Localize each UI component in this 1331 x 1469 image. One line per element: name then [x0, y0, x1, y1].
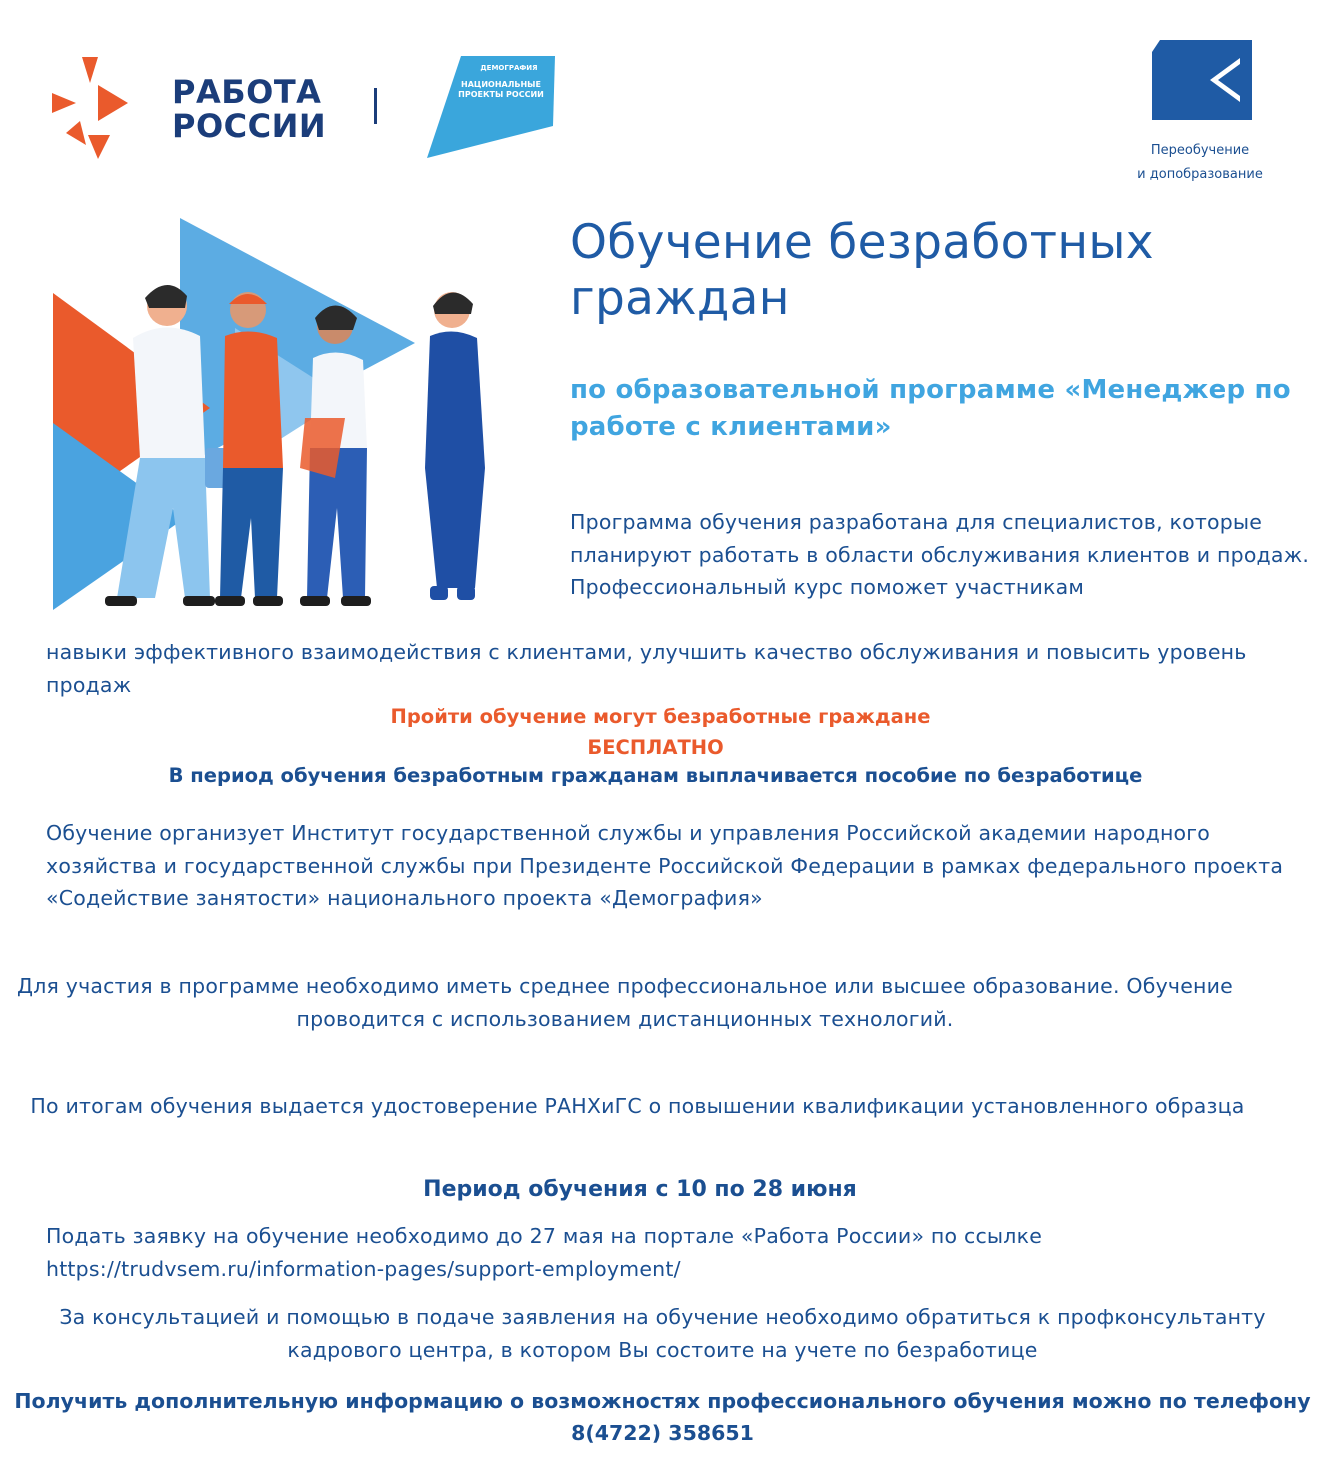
rabota-rossii-logo-icon — [50, 55, 130, 160]
intro-paragraph-part1: Программа обучения разработана для специалистов, которые планируют работать в области обслуживания клиентов и продаж. Профессиональный курс поможет участникам — [570, 510, 1310, 599]
program-subtitle: по образовательной программе «Менеджер по работе с клиентами» — [570, 375, 1291, 442]
certificate-paragraph: По итогам обучения выдается удостоверение РАНХиГС о повышении квалификации установленного образца — [30, 1094, 1245, 1118]
consultation-paragraph: За консультацией и помощью в подаче заявления на обучение необходимо обратиться к профконсультанту кадрового центра, в котором Вы состоите на учете по безработице — [59, 1305, 1266, 1362]
logo-divider — [374, 88, 377, 124]
intro-paragraph-part2: навыки эффективного взаимодействия с клиентами, улучшить качество обслуживания и повысить уровень продаж — [46, 640, 1247, 697]
organizer-paragraph: Обучение организует Институт государственной службы и управления Российской академии народного хозяйства и государственной службы при Президенте Российской Федерации в рамках федерального проекта «Содействие занятости» национального проекта «Демография» — [46, 821, 1284, 910]
national-projects-demography-label: ДЕМОГРАФИЯ — [480, 64, 538, 72]
application-paragraph: Подать заявку на обучение необходимо до 27 мая на портале «Работа России» по ссылке https://trudvsem.ru/information-pages/support-employment/ — [46, 1224, 1043, 1281]
retraining-caption-line1: Переобучение — [1150, 143, 1250, 158]
national-projects-label: НАЦИОНАЛЬНЫЕ ПРОЕКТЫ РОССИИ — [458, 80, 544, 99]
rabota-rossii-wordmark-line1: РАБОТА — [172, 73, 322, 111]
retraining-logo-icon — [1152, 40, 1252, 120]
benefit-notice: В период обучения безработным гражданам выплачивается пособие по безработице — [168, 764, 1143, 787]
free-training-notice: Пройти обучение могут безработные граждане — [390, 705, 931, 728]
requirements-paragraph: Для участия в программе необходимо иметь среднее профессиональное или высшее образование. Обучение проводится с использованием дистанционных технологий. — [17, 974, 1233, 1031]
page-title: Обучение безработных граждан — [570, 215, 1154, 326]
free-badge: БЕСПЛАТНО — [587, 736, 724, 759]
contact-info: Получить дополнительную информацию о возможностях профессионального обучения можно по телефону 8(4722) 358651 — [14, 1389, 1311, 1445]
training-period: Период обучения с 10 по 28 июня — [423, 1177, 857, 1202]
people-illustration — [45, 218, 515, 613]
rabota-rossii-wordmark-line2: РОССИИ — [172, 107, 327, 145]
retraining-caption-line2: и допобразование — [1137, 167, 1263, 182]
